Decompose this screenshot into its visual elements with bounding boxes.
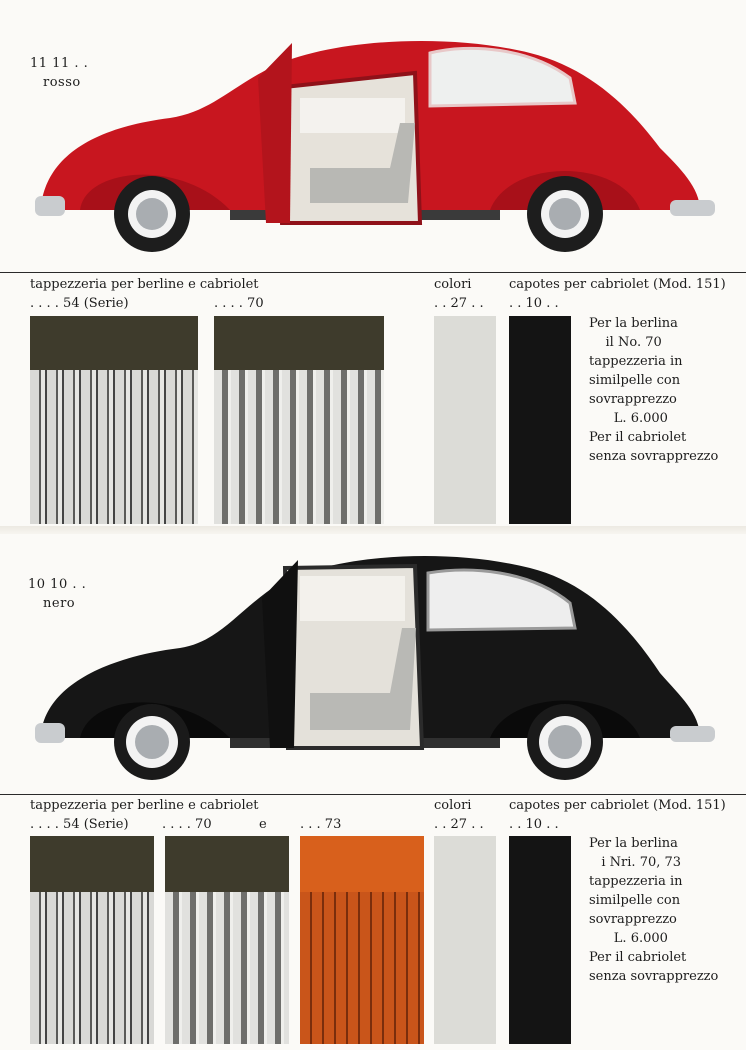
red-beetle-image xyxy=(30,28,725,253)
swatch-label-54-black: . . . . 54 (Serie) xyxy=(30,817,129,832)
swatch-label-54-red: . . . . 54 (Serie) xyxy=(30,296,129,311)
colors-header-black: colori xyxy=(434,798,472,813)
swatch-label-73-black: . . . 73 xyxy=(300,817,342,832)
upholstery-swatch-54-black xyxy=(30,836,154,1044)
capote-swatch-10-red xyxy=(509,316,571,524)
capotes-header-red: capotes per cabriolet (Mod. 151) xyxy=(509,277,726,292)
divider-red xyxy=(0,272,746,273)
capote-code-red: . . 10 . . xyxy=(509,296,559,311)
page-fold xyxy=(0,526,746,534)
divider-black xyxy=(0,794,746,795)
color-code-black: . . 27 . . xyxy=(434,817,484,832)
color-swatch-27-red xyxy=(434,316,496,524)
upholstery-swatch-70-black xyxy=(165,836,289,1044)
color-swatch-27-black xyxy=(434,836,496,1044)
price-note-red: Per la berlina il No. 70 tappezzeria in similpelle con sovrapprezzo L. 6.000 Per il cabriolet senza sovrapprezzo xyxy=(589,316,719,464)
swatch-label-and: e xyxy=(259,817,267,832)
upholstery-swatch-73-black xyxy=(300,836,424,1044)
upholstery-header-red: tappezzeria per berline e cabriolet xyxy=(30,277,259,292)
model-code-red: 11 11 . . xyxy=(30,56,89,71)
upholstery-swatch-54-red xyxy=(30,316,198,524)
color-name-black: nero xyxy=(43,596,76,611)
upholstery-header-black: tappezzeria per berline e cabriolet xyxy=(30,798,259,813)
black-beetle-image xyxy=(30,548,725,783)
capote-code-black: . . 10 . . xyxy=(509,817,559,832)
colors-header-red: colori xyxy=(434,277,472,292)
price-note-black: Per la berlina i Nri. 70, 73 tappezzeria in similpelle con sovrapprezzo L. 6.000 Per il cabriolet senza sovrapprezzo xyxy=(589,836,719,984)
capote-swatch-10-black xyxy=(509,836,571,1044)
upholstery-swatch-70-red xyxy=(214,316,384,524)
color-code-red: . . 27 . . xyxy=(434,296,484,311)
swatch-label-70-black: . . . . 70 xyxy=(162,817,212,832)
color-name-red: rosso xyxy=(43,75,81,90)
capotes-header-black: capotes per cabriolet (Mod. 151) xyxy=(509,798,726,813)
model-code-black: 10 10 . . xyxy=(28,577,87,592)
swatch-label-70-red: . . . . 70 xyxy=(214,296,264,311)
